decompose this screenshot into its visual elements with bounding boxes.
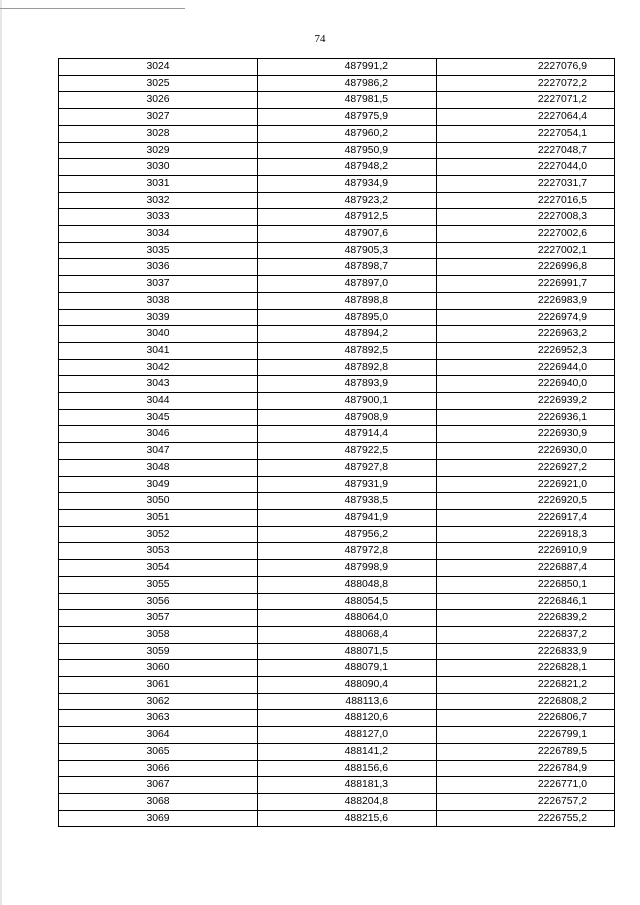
y-coordinate-cell: 2226927,2 xyxy=(437,459,615,476)
scan-artifact-line xyxy=(0,8,185,9)
y-coordinate-cell: 2227064,4 xyxy=(437,109,615,126)
point-number-cell: 3034 xyxy=(59,226,258,243)
x-coordinate-cell: 487950,9 xyxy=(258,142,437,159)
y-coordinate-cell: 2226839,2 xyxy=(437,610,615,627)
table-row xyxy=(59,59,615,76)
y-coordinate-cell: 2226799,1 xyxy=(437,727,615,744)
table-row xyxy=(59,710,615,727)
y-coordinate-cell: 2226789,5 xyxy=(437,743,615,760)
x-coordinate-cell: 488071,5 xyxy=(258,643,437,660)
x-coordinate-cell: 487893,9 xyxy=(258,376,437,393)
table-row xyxy=(59,459,615,476)
point-number-cell: 3054 xyxy=(59,560,258,577)
table-row xyxy=(59,693,615,710)
x-coordinate-cell: 487895,0 xyxy=(258,309,437,326)
y-coordinate-cell: 2227071,2 xyxy=(437,92,615,109)
y-coordinate-cell: 2227054,1 xyxy=(437,125,615,142)
table-row xyxy=(59,727,615,744)
point-number-cell: 3028 xyxy=(59,125,258,142)
x-coordinate-cell: 487975,9 xyxy=(258,109,437,126)
point-number-cell: 3051 xyxy=(59,509,258,526)
point-number-cell: 3055 xyxy=(59,576,258,593)
x-coordinate-cell: 487986,2 xyxy=(258,75,437,92)
point-number-cell: 3047 xyxy=(59,443,258,460)
x-coordinate-cell: 488120,6 xyxy=(258,710,437,727)
scan-edge xyxy=(0,0,2,905)
y-coordinate-cell: 2226755,2 xyxy=(437,810,615,827)
y-coordinate-cell: 2226833,9 xyxy=(437,643,615,660)
table-row xyxy=(59,125,615,142)
point-number-cell: 3032 xyxy=(59,192,258,209)
point-number-cell: 3036 xyxy=(59,259,258,276)
x-coordinate-cell: 488204,8 xyxy=(258,793,437,810)
table-row xyxy=(59,259,615,276)
x-coordinate-cell: 488064,0 xyxy=(258,610,437,627)
y-coordinate-cell: 2226806,7 xyxy=(437,710,615,727)
point-number-cell: 3043 xyxy=(59,376,258,393)
y-coordinate-cell: 2226887,4 xyxy=(437,560,615,577)
x-coordinate-cell: 488079,1 xyxy=(258,660,437,677)
point-number-cell: 3046 xyxy=(59,426,258,443)
y-coordinate-cell: 2226921,0 xyxy=(437,476,615,493)
y-coordinate-cell: 2227002,1 xyxy=(437,242,615,259)
point-number-cell: 3024 xyxy=(59,59,258,76)
x-coordinate-cell: 488141,2 xyxy=(258,743,437,760)
x-coordinate-cell: 487908,9 xyxy=(258,409,437,426)
y-coordinate-cell: 2226910,9 xyxy=(437,543,615,560)
point-number-cell: 3027 xyxy=(59,109,258,126)
x-coordinate-cell: 488054,5 xyxy=(258,593,437,610)
table-row xyxy=(59,443,615,460)
table-row xyxy=(59,793,615,810)
y-coordinate-cell: 2226808,2 xyxy=(437,693,615,710)
x-coordinate-cell: 488156,6 xyxy=(258,760,437,777)
y-coordinate-cell: 2227016,5 xyxy=(437,192,615,209)
y-coordinate-cell: 2227044,0 xyxy=(437,159,615,176)
y-coordinate-cell: 2226930,9 xyxy=(437,426,615,443)
point-number-cell: 3038 xyxy=(59,292,258,309)
x-coordinate-cell: 487912,5 xyxy=(258,209,437,226)
y-coordinate-cell: 2226757,2 xyxy=(437,793,615,810)
table-row xyxy=(59,760,615,777)
table-row xyxy=(59,476,615,493)
coordinates-table xyxy=(58,58,615,827)
point-number-cell: 3067 xyxy=(59,777,258,794)
y-coordinate-cell: 2227031,7 xyxy=(437,175,615,192)
x-coordinate-cell: 487898,8 xyxy=(258,292,437,309)
point-number-cell: 3058 xyxy=(59,626,258,643)
coordinates-table-body xyxy=(59,59,615,827)
y-coordinate-cell: 2226917,4 xyxy=(437,509,615,526)
table-row xyxy=(59,192,615,209)
x-coordinate-cell: 487907,6 xyxy=(258,226,437,243)
x-coordinate-cell: 487972,8 xyxy=(258,543,437,560)
y-coordinate-cell: 2226996,8 xyxy=(437,259,615,276)
x-coordinate-cell: 487998,9 xyxy=(258,560,437,577)
table-row xyxy=(59,626,615,643)
y-coordinate-cell: 2227048,7 xyxy=(437,142,615,159)
table-row xyxy=(59,359,615,376)
x-coordinate-cell: 488181,3 xyxy=(258,777,437,794)
table-row xyxy=(59,560,615,577)
x-coordinate-cell: 487894,2 xyxy=(258,326,437,343)
point-number-cell: 3060 xyxy=(59,660,258,677)
table-row xyxy=(59,175,615,192)
table-row xyxy=(59,242,615,259)
point-number-cell: 3044 xyxy=(59,393,258,410)
x-coordinate-cell: 487991,2 xyxy=(258,59,437,76)
x-coordinate-cell: 487948,2 xyxy=(258,159,437,176)
point-number-cell: 3061 xyxy=(59,677,258,694)
table-row xyxy=(59,376,615,393)
table-row xyxy=(59,610,615,627)
page-number: 74 xyxy=(314,33,326,45)
x-coordinate-cell: 487898,7 xyxy=(258,259,437,276)
point-number-cell: 3026 xyxy=(59,92,258,109)
y-coordinate-cell: 2226952,3 xyxy=(437,342,615,359)
point-number-cell: 3062 xyxy=(59,693,258,710)
point-number-cell: 3025 xyxy=(59,75,258,92)
point-number-cell: 3035 xyxy=(59,242,258,259)
x-coordinate-cell: 487900,1 xyxy=(258,393,437,410)
x-coordinate-cell: 487956,2 xyxy=(258,526,437,543)
x-coordinate-cell: 487905,3 xyxy=(258,242,437,259)
point-number-cell: 3052 xyxy=(59,526,258,543)
table-row xyxy=(59,92,615,109)
table-row xyxy=(59,109,615,126)
table-row xyxy=(59,677,615,694)
table-row xyxy=(59,393,615,410)
point-number-cell: 3041 xyxy=(59,342,258,359)
table-row xyxy=(59,810,615,827)
y-coordinate-cell: 2226974,9 xyxy=(437,309,615,326)
table-row xyxy=(59,526,615,543)
table-row xyxy=(59,342,615,359)
table-row xyxy=(59,426,615,443)
x-coordinate-cell: 488127,0 xyxy=(258,727,437,744)
table-row xyxy=(59,777,615,794)
point-number-cell: 3066 xyxy=(59,760,258,777)
point-number-cell: 3031 xyxy=(59,175,258,192)
table-row xyxy=(59,743,615,760)
x-coordinate-cell: 488090,4 xyxy=(258,677,437,694)
x-coordinate-cell: 487938,5 xyxy=(258,493,437,510)
y-coordinate-cell: 2227072,2 xyxy=(437,75,615,92)
table-row xyxy=(59,292,615,309)
point-number-cell: 3069 xyxy=(59,810,258,827)
point-number-cell: 3053 xyxy=(59,543,258,560)
point-number-cell: 3065 xyxy=(59,743,258,760)
x-coordinate-cell: 487892,8 xyxy=(258,359,437,376)
point-number-cell: 3063 xyxy=(59,710,258,727)
table-row xyxy=(59,75,615,92)
table-row xyxy=(59,543,615,560)
point-number-cell: 3059 xyxy=(59,643,258,660)
table-row xyxy=(59,209,615,226)
y-coordinate-cell: 2227008,3 xyxy=(437,209,615,226)
y-coordinate-cell: 2226991,7 xyxy=(437,276,615,293)
x-coordinate-cell: 487934,9 xyxy=(258,175,437,192)
table-row xyxy=(59,159,615,176)
point-number-cell: 3037 xyxy=(59,276,258,293)
table-row xyxy=(59,276,615,293)
x-coordinate-cell: 488215,6 xyxy=(258,810,437,827)
table-row xyxy=(59,576,615,593)
point-number-cell: 3050 xyxy=(59,493,258,510)
x-coordinate-cell: 487981,5 xyxy=(258,92,437,109)
point-number-cell: 3057 xyxy=(59,610,258,627)
x-coordinate-cell: 487914,4 xyxy=(258,426,437,443)
point-number-cell: 3033 xyxy=(59,209,258,226)
table-row xyxy=(59,226,615,243)
point-number-cell: 3042 xyxy=(59,359,258,376)
table-row xyxy=(59,142,615,159)
point-number-cell: 3030 xyxy=(59,159,258,176)
y-coordinate-cell: 2227002,6 xyxy=(437,226,615,243)
y-coordinate-cell: 2226920,5 xyxy=(437,493,615,510)
x-coordinate-cell: 487960,2 xyxy=(258,125,437,142)
y-coordinate-cell: 2226930,0 xyxy=(437,443,615,460)
point-number-cell: 3064 xyxy=(59,727,258,744)
y-coordinate-cell: 2226944,0 xyxy=(437,359,615,376)
point-number-cell: 3056 xyxy=(59,593,258,610)
table-row xyxy=(59,509,615,526)
y-coordinate-cell: 2226850,1 xyxy=(437,576,615,593)
point-number-cell: 3049 xyxy=(59,476,258,493)
x-coordinate-cell: 487941,9 xyxy=(258,509,437,526)
y-coordinate-cell: 2226821,2 xyxy=(437,677,615,694)
point-number-cell: 3048 xyxy=(59,459,258,476)
y-coordinate-cell: 2226940,0 xyxy=(437,376,615,393)
table-row xyxy=(59,660,615,677)
table-row xyxy=(59,593,615,610)
point-number-cell: 3068 xyxy=(59,793,258,810)
y-coordinate-cell: 2226939,2 xyxy=(437,393,615,410)
point-number-cell: 3039 xyxy=(59,309,258,326)
x-coordinate-cell: 488113,6 xyxy=(258,693,437,710)
x-coordinate-cell: 487892,5 xyxy=(258,342,437,359)
table-row xyxy=(59,643,615,660)
x-coordinate-cell: 487927,8 xyxy=(258,459,437,476)
y-coordinate-cell: 2226828,1 xyxy=(437,660,615,677)
table-row xyxy=(59,309,615,326)
x-coordinate-cell: 488048,8 xyxy=(258,576,437,593)
y-coordinate-cell: 2226837,2 xyxy=(437,626,615,643)
table-row xyxy=(59,409,615,426)
y-coordinate-cell: 2226846,1 xyxy=(437,593,615,610)
x-coordinate-cell: 487931,9 xyxy=(258,476,437,493)
y-coordinate-cell: 2226936,1 xyxy=(437,409,615,426)
point-number-cell: 3045 xyxy=(59,409,258,426)
y-coordinate-cell: 2226983,9 xyxy=(437,292,615,309)
y-coordinate-cell: 2226771,0 xyxy=(437,777,615,794)
x-coordinate-cell: 488068,4 xyxy=(258,626,437,643)
x-coordinate-cell: 487897,0 xyxy=(258,276,437,293)
x-coordinate-cell: 487922,5 xyxy=(258,443,437,460)
y-coordinate-cell: 2226784,9 xyxy=(437,760,615,777)
point-number-cell: 3040 xyxy=(59,326,258,343)
point-number-cell: 3029 xyxy=(59,142,258,159)
y-coordinate-cell: 2226918,3 xyxy=(437,526,615,543)
table-row xyxy=(59,326,615,343)
y-coordinate-cell: 2226963,2 xyxy=(437,326,615,343)
y-coordinate-cell: 2227076,9 xyxy=(437,59,615,76)
table-row xyxy=(59,493,615,510)
x-coordinate-cell: 487923,2 xyxy=(258,192,437,209)
